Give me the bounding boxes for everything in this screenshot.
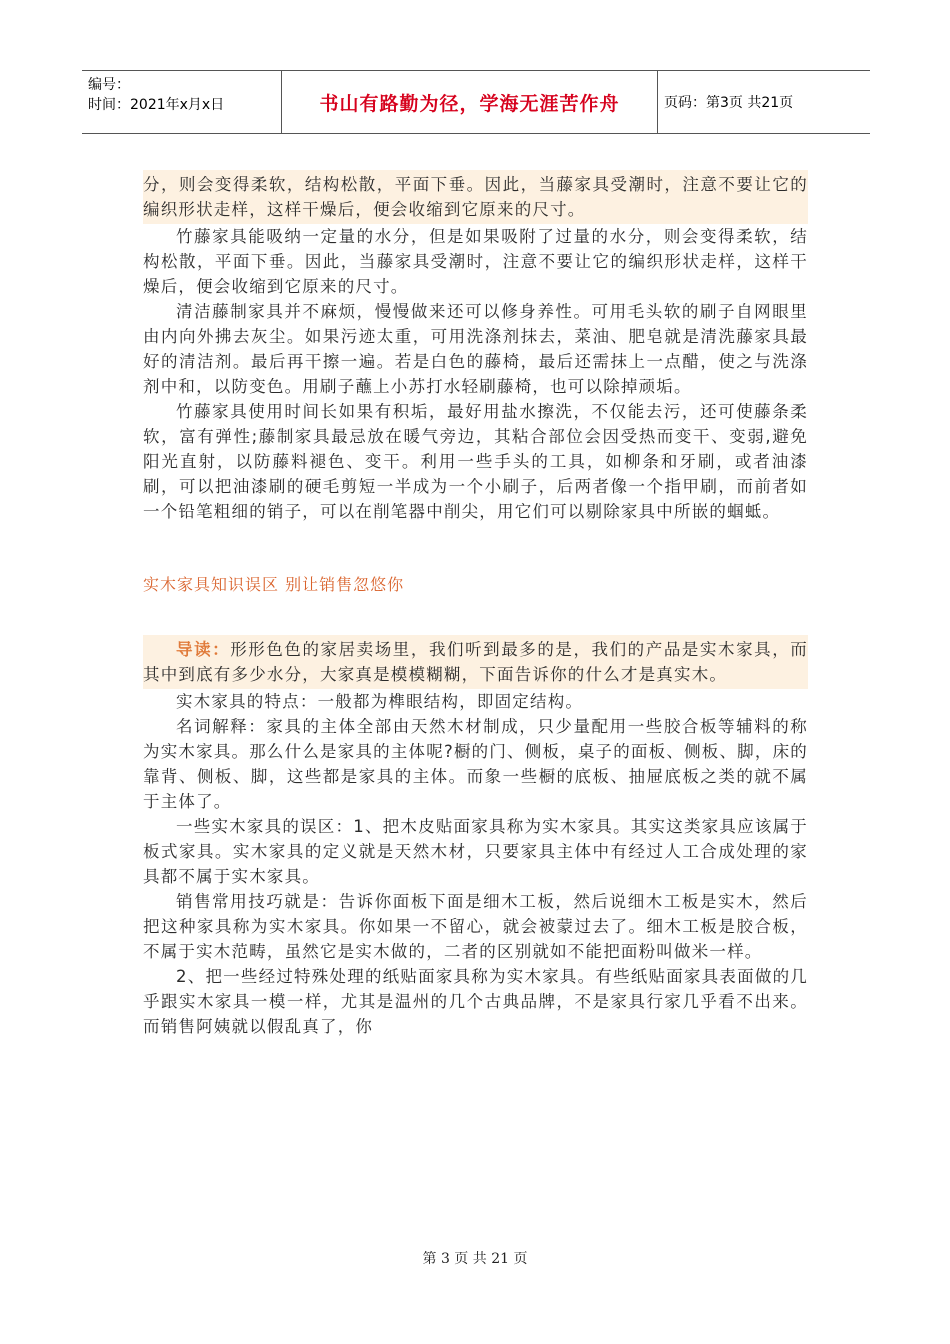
paragraph: 竹藤家具能吸纳一定量的水分，但是如果吸附了过量的水分，则会变得柔软，结构松散，平面下垂。因此，当藤家具受潮时，注意不要让它的编织形状走样，这样干燥后，便会收缩到它原来的尺寸。 bbox=[143, 227, 808, 296]
lead-paragraph bbox=[143, 635, 808, 689]
paragraph: 销售常用技巧就是：告诉你面板下面是细木工板，然后说细木工板是实木，然后把这种家具称为实木家具。你如果一不留心，就会被蒙过去了。细木工板是胶合板，不属于实木范畴，虽然它是实木做的，二者的区别就如不能把面粉叫做米一样。 bbox=[143, 892, 808, 961]
doc-time-label: 时间：2021年x月x日 bbox=[88, 97, 225, 113]
page-header bbox=[82, 70, 870, 134]
paragraph: 2、把一些经过特殊处理的纸贴面家具称为实木家具。有些纸贴面家具表面做的几乎跟实木家具一模一样，尤其是温州的几个古典品牌，不是家具行家几乎看不出来。而销售阿姨就以假乱真了，你 bbox=[143, 967, 808, 1036]
highlighted-paragraph: 分，则会变得柔软，结构松散，平面下垂。因此，当藤家具受潮时，注意不要让它的编织形状走样，这样干燥后，便会收缩到它原来的尺寸。 bbox=[143, 170, 808, 224]
paragraph: 竹藤家具使用时间长如果有积垢，最好用盐水擦洗，不仅能去污，还可使藤条柔软，富有弹性;藤制家具最忌放在暖气旁边，其粘合部位会因受热而变干、变弱,避免阳光直射，以防藤料褪色、变干。利用一些手头的工具，如柳条和牙刷，或者油漆刷，可以把油漆刷的硬毛剪短一半成为一个小刷子，后两者像一个指甲刷，而前者如一个铅笔粗细的销子，可以在削笔器中削尖，用它们可以剔除家具中所嵌的蝈蚳。 bbox=[143, 402, 808, 521]
paragraph: 一些实木家具的误区：1、把木皮贴面家具称为实木家具。其实这类家具应该属于板式家具。实木家具的定义就是天然木材，只要家具主体中有经过人工合成处理的家具都不属于实木家具。 bbox=[143, 817, 808, 886]
paragraph: 名词解释：家具的主体全部由天然木材制成，只少量配用一些胶合板等辅料的称为实木家具。那么什么是家具的主体呢?橱的门、侧板，桌子的面板、侧板、脚，床的靠背、侧板、脚，这些都是家具的主体。而象一些橱的底板、抽屉底板之类的就不属于主体了。 bbox=[143, 717, 808, 811]
page-footer: 第 3 页 共 21 页 bbox=[422, 1251, 528, 1267]
lead-text: 形形色色的家居卖场里，我们听到最多的是，我们的产品是实木家具，而其中到底有多少水分，大家真是模模糊糊，下面告诉你的什么才是真实木。 bbox=[143, 640, 808, 684]
paragraph: 清洁藤制家具并不麻烦，慢慢做来还可以修身养性。可用毛头软的刷子自网眼里由内向外拂去灰尘。如果污迹太重，可用洗涤剂抹去，菜油、肥皂就是清洗藤家具最好的清洁剂。最后再干擦一遍。若是白色的藤椅，最后还需抹上一点醋，使之与洗涤剂中和，以防变色。用刷子蘸上小苏打水轻刷藤椅，也可以除掉顽垢。 bbox=[143, 302, 808, 396]
lead-label: 导读： bbox=[176, 640, 231, 659]
section-heading: 实木家具知识误区 别让销售忽悠你 bbox=[143, 575, 405, 594]
header-meta bbox=[82, 71, 282, 133]
header-motto: 书山有路勤为径，学海无涯苦作舟 bbox=[282, 71, 658, 133]
doc-number-label: 编号： bbox=[88, 77, 130, 93]
document-body bbox=[143, 170, 808, 1039]
header-page-number: 页码：第3页 共21页 bbox=[664, 95, 794, 111]
paragraph: 实木家具的特点：一般都为榫眼结构，即固定结构。 bbox=[176, 692, 584, 711]
